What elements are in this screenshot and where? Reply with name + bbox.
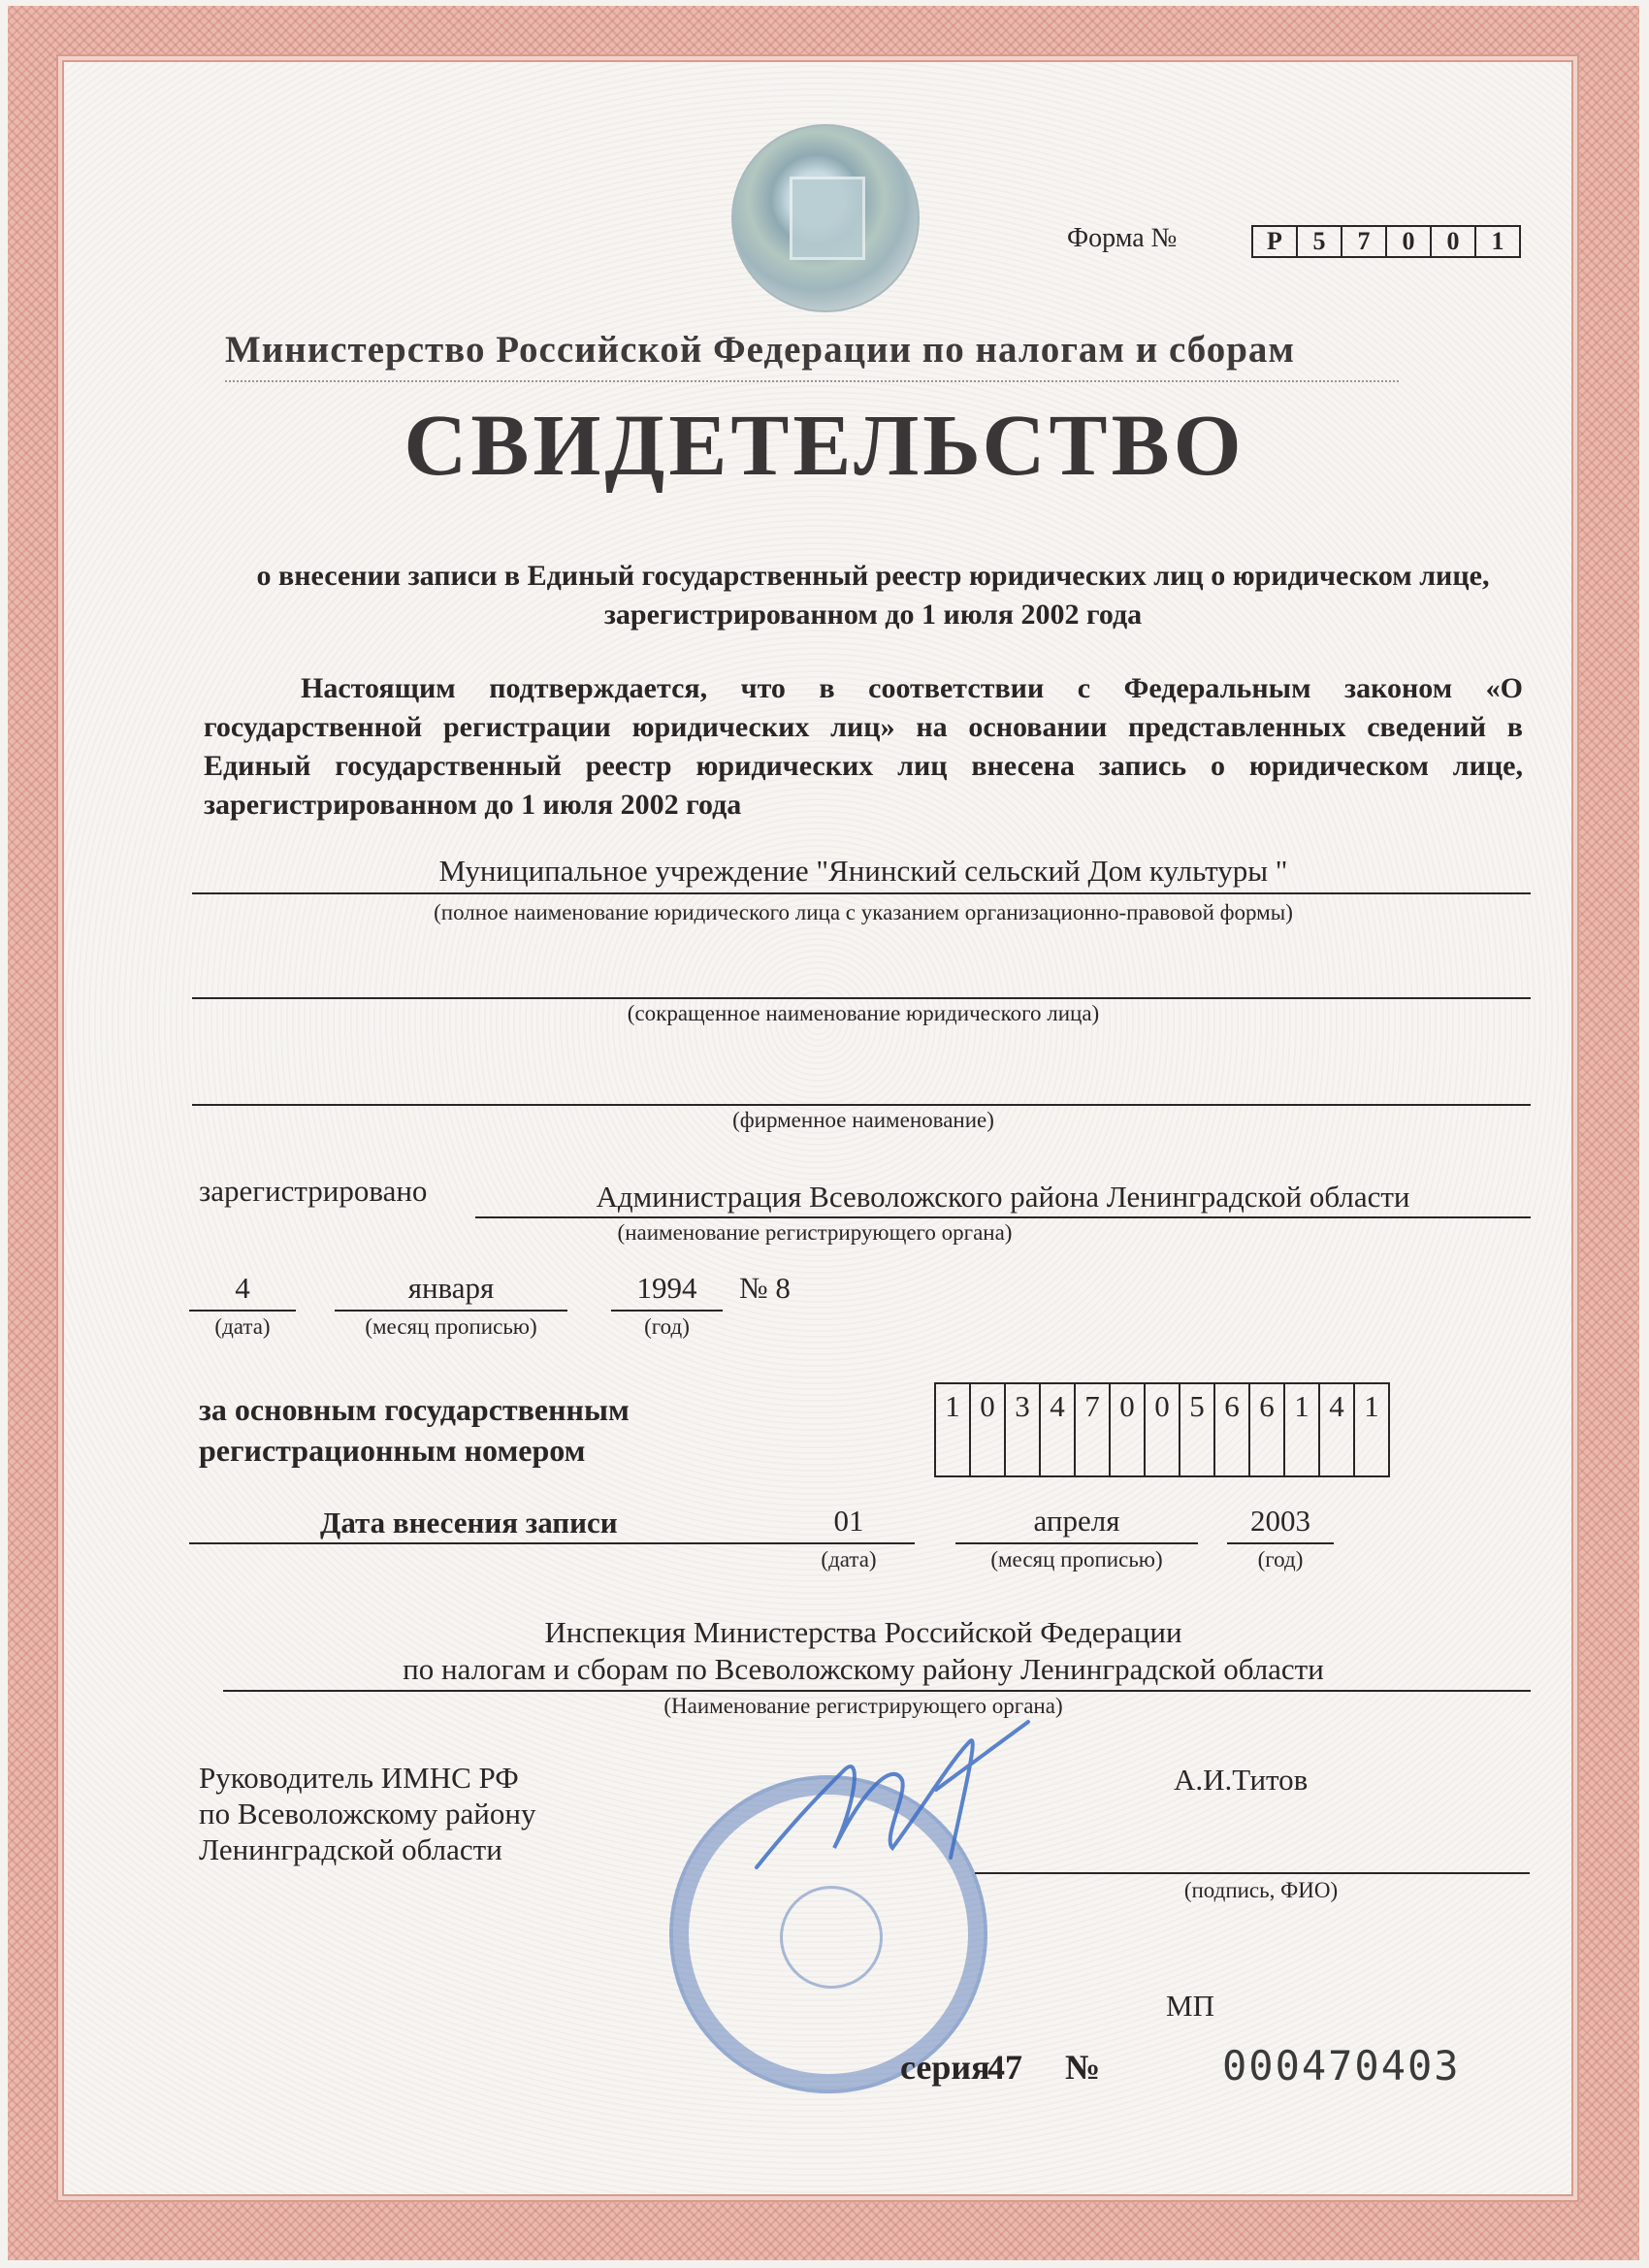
entry-year-line <box>1227 1542 1334 1544</box>
signatory-line3: Ленинградской области <box>199 1832 502 1866</box>
ogrn-number <box>934 1382 1390 1477</box>
registered-month: января <box>407 1271 495 1305</box>
ogrn-digit: 4 <box>1041 1384 1076 1475</box>
ogrn-label: за основным государственным регистрационным номером <box>199 1392 630 1468</box>
ogrn-digit: 1 <box>1285 1384 1320 1475</box>
signature-caption: (подпись, ФИО) <box>1183 1878 1339 1902</box>
entry-year: 2003 <box>1250 1504 1310 1538</box>
serial-no-label: № <box>1065 2048 1101 2087</box>
form-code-char: 0 <box>1432 227 1476 256</box>
registered-day: 4 <box>235 1271 250 1305</box>
ogrn-digit: 5 <box>1180 1384 1215 1475</box>
registered-month-line <box>335 1310 567 1312</box>
entry-date-line <box>189 1542 915 1544</box>
hologram-seal-icon <box>731 124 920 312</box>
inspection-caption: (Наименование регистрирующего органа) <box>663 1694 1063 1718</box>
registered-year-line <box>611 1310 723 1312</box>
serial-number: 000470403 <box>1222 2042 1461 2090</box>
form-code-char: 5 <box>1298 227 1342 256</box>
form-label: Форма № <box>1067 223 1178 253</box>
registered-year: 1994 <box>636 1271 697 1305</box>
form-code-char: 0 <box>1387 227 1432 256</box>
registered-day-line <box>189 1310 296 1312</box>
registered-month-caption: (месяц прописью) <box>365 1314 537 1339</box>
registered-label: зарегистрировано <box>199 1174 428 1208</box>
inspection-line1: Инспекция Министерства Российской Федерации <box>544 1615 1182 1649</box>
mp-label: МП <box>1166 1989 1214 2023</box>
entry-day: 01 <box>833 1504 864 1538</box>
entry-date-label: Дата внесения записи <box>320 1506 618 1539</box>
form-code-char: 1 <box>1491 227 1504 255</box>
registered-organ: Администрация Всеволожского района Ленинградской области <box>596 1180 1410 1214</box>
page-title: СВИДЕТЕЛЬСТВО <box>404 398 1245 494</box>
entry-month: апреля <box>1033 1504 1120 1538</box>
registered-number: № 8 <box>739 1271 791 1305</box>
ogrn-digit: 6 <box>1215 1384 1250 1475</box>
firm-name-line <box>192 1104 1531 1106</box>
ogrn-digit: 4 <box>1320 1384 1355 1475</box>
signature-line <box>975 1872 1530 1874</box>
full-name-line <box>192 892 1531 894</box>
entry-month-caption: (месяц прописью) <box>990 1547 1163 1571</box>
inspection-line2: по налогам и сборам по Всеволожскому району Ленинградской области <box>403 1652 1324 1686</box>
registered-year-caption: (год) <box>644 1314 690 1339</box>
signature-icon <box>737 1702 1048 1906</box>
serial-series: 47 <box>987 2048 1022 2087</box>
ogrn-digit: 3 <box>1006 1384 1041 1475</box>
ministry-heading: Министерство Российской Федерации по налогам и сборам <box>225 329 1295 371</box>
inspection-line <box>223 1690 1531 1692</box>
registered-organ-line <box>475 1216 1531 1218</box>
full-name-caption: (полное наименование юридического лица с указанием организационно-правовой формы) <box>434 900 1293 924</box>
signatory-line1: Руководитель ИМНС РФ <box>199 1761 519 1795</box>
ogrn-digit: 0 <box>1146 1384 1180 1475</box>
ogrn-digit: 1 <box>1364 1389 1379 1423</box>
signatory-name: А.И.Титов <box>1174 1763 1309 1797</box>
entry-year-caption: (год) <box>1257 1547 1304 1571</box>
short-name-line <box>192 997 1531 999</box>
form-code-char: 7 <box>1342 227 1387 256</box>
ogrn-digit: 7 <box>1076 1384 1111 1475</box>
ogrn-digit: 0 <box>971 1384 1006 1475</box>
form-code-char: Р <box>1253 227 1298 256</box>
ogrn-digit: 6 <box>1250 1384 1285 1475</box>
ogrn-digit: 1 <box>936 1384 971 1475</box>
entry-month-line <box>955 1542 1198 1544</box>
firm-name-caption: (фирменное наименование) <box>732 1108 994 1132</box>
registered-day-caption: (дата) <box>214 1314 271 1339</box>
registered-organ-caption: (наименование регистрирующего органа) <box>617 1220 1013 1245</box>
serial-label: серия <box>900 2048 990 2087</box>
form-code <box>1251 225 1521 258</box>
short-name-caption: (сокращенное наименование юридического лица) <box>627 1001 1100 1025</box>
entry-day-caption: (дата) <box>821 1547 877 1571</box>
subtitle: о внесении записи в Единый государственный реестр юридических лиц о юридическом лице, зарегистрированном до 1 июля 2002 года <box>256 560 1490 631</box>
ministry-divider <box>225 380 1399 382</box>
ogrn-digit: 0 <box>1111 1384 1146 1475</box>
signatory-line2: по Всеволожскому району <box>199 1797 536 1831</box>
confirmation-paragraph: Настоящим подтверждается, что в соответствии с Федеральным законом «О государственной регистрации юридических лиц» на основании представленных сведений в Единый государственный реестр юридических лиц внесена запись о юридическом лице, зарегистрированном до 1 июля 2002 года <box>204 672 1523 821</box>
full-name-value: Муниципальное учреждение "Янинский сельский Дом культуры " <box>438 854 1288 888</box>
